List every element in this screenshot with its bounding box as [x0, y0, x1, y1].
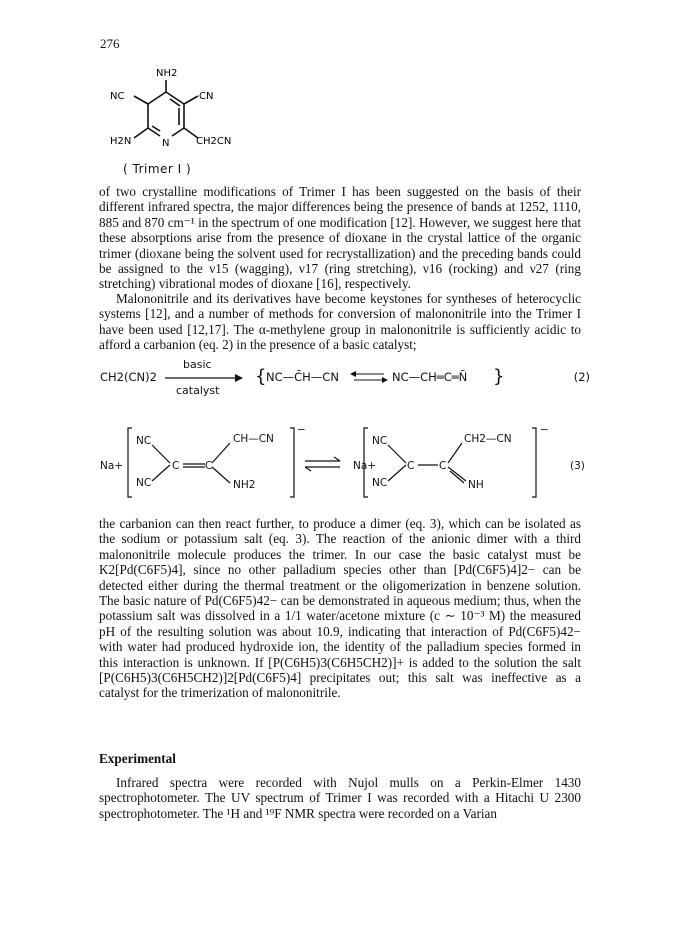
eq2-below-arrow: catalyst — [176, 384, 220, 397]
eq3-minus-2: − — [540, 425, 549, 436]
eq3-minus: − — [297, 425, 306, 436]
eq3-na-right: Na+ — [353, 460, 377, 472]
paragraph-1: of two crystalline modifications of Trimer I has been suggested on the basis of their different infrared spectra, the major differences being the presence of bands at 1252, 1110, 885 and 870 cm⁻¹ in the spectrum of one modification [12]. However, we suggest here that these absorptions arise from the presence of dioxane in the crystal lattice of the organic trimer (dioxane being the solvent used for recrystallization) and the preceding bands could be assigned to the ν15 (wagging), ν17 (ring stretching), ν16 (rocking) and ν27 (ring stretching) vibrational modes of dioxane [16], respectively. — [99, 184, 581, 292]
eq3-nh: NH — [468, 479, 484, 491]
svg-text:C: C — [407, 460, 415, 472]
svg-text:C: C — [439, 460, 447, 472]
eq2-number: (2) — [573, 370, 590, 384]
eq3-nh2: NH2 — [233, 479, 256, 491]
structure-caption: ( Trimer I ) — [123, 162, 192, 176]
eq2-reactant: CH2(CN)2 — [100, 370, 157, 384]
ring-n-label: N — [162, 138, 170, 149]
svg-text:C: C — [172, 460, 180, 472]
equation-3 — [100, 425, 590, 503]
eq2-left-form: NC—C̄H—CN — [266, 370, 339, 384]
cn-label: CN — [199, 91, 214, 102]
nh2-label: NH2 — [156, 68, 178, 79]
eq2-resonance-arrow — [350, 369, 388, 385]
eq2-arrow — [165, 373, 243, 383]
h2n-label: H2N — [110, 136, 132, 147]
eq3-nc3: NC — [372, 435, 388, 447]
eq3-nc2: NC — [136, 477, 152, 489]
paragraph-2: Malononitrile and its derivatives have become keystones for syntheses of heterocyclic systems [12], and a number of methods for conversion of malononitrile into the Trimer I have been used [12,17]. The α-methylene group in malononitrile is sufficiently acidic to afford a carbanion (eq. 2) in the presence of a basic catalyst; — [99, 291, 581, 353]
eq3-na-left: Na+ — [100, 460, 124, 472]
section-heading: Experimental — [99, 751, 176, 766]
eq3-number: (3) — [570, 460, 585, 472]
eq3-ch-cn: CH—CN — [233, 433, 274, 445]
paragraph-4: Infrared spectra were recorded with Nujol mulls on a Perkin-Elmer 1430 spectrophotometer. The UV spectrum of Trimer I was recorded with a Hitachi U 2300 spectrophotometer. The ¹H and ¹⁹F NMR spectra were recorded on a Varian — [99, 775, 581, 821]
svg-text:C: C — [205, 460, 213, 472]
paragraph-3: the carbanion can then react further, to produce a dimer (eq. 3), which can be isolated as the sodium or potassium salt (eq. 3). The reaction of the anionic dimer with a third malononitrile molecule produces the trimer. In our case the basic catalyst must be K2[Pd(C6F5)4], since no other palladium species other than [Pd(C6F5)4]2− can be detected either during the thermal treatment or the oligomerization in benzene solution. The basic nature of Pd(C6F5)42− can be demonstrated in aqueous medium; thus, when the potassium salt was dissolved in a 1/1 water/acetone mixture (c ∼ 10⁻³ M) the measured pH of the resulting solution was about 10.9, indicating that interaction of Pd(C6F5)42− with water had produced hydroxide ion, the identity of the palladium species formed in this interaction is unknown. If [P(C6H5)3(C6H5CH2)]+ is added to the solution the salt [P(C6H5)3(C6H5CH2)]2[Pd(C6F5)4] precipitates out; this salt was ineffective as a catalyst for the trimerization of malononitrile. — [99, 516, 581, 701]
ch2cn-label: CH2CN — [196, 136, 232, 147]
eq2-right-form: NC—CH═C═N̄ — [392, 370, 468, 384]
equation-2: CH2(CN)2 basic catalyst { NC—C̄H—CN NC—CH═C═N̄ } (2) — [100, 358, 590, 397]
eq3-ch2-cn: CH2—CN — [464, 433, 512, 445]
eq2-above-arrow: basic — [183, 358, 212, 371]
eq3-nc1: NC — [136, 435, 152, 447]
page-number: 276 — [100, 36, 120, 51]
eq3-nc4: NC — [372, 477, 388, 489]
nc-label: NC — [110, 91, 125, 102]
